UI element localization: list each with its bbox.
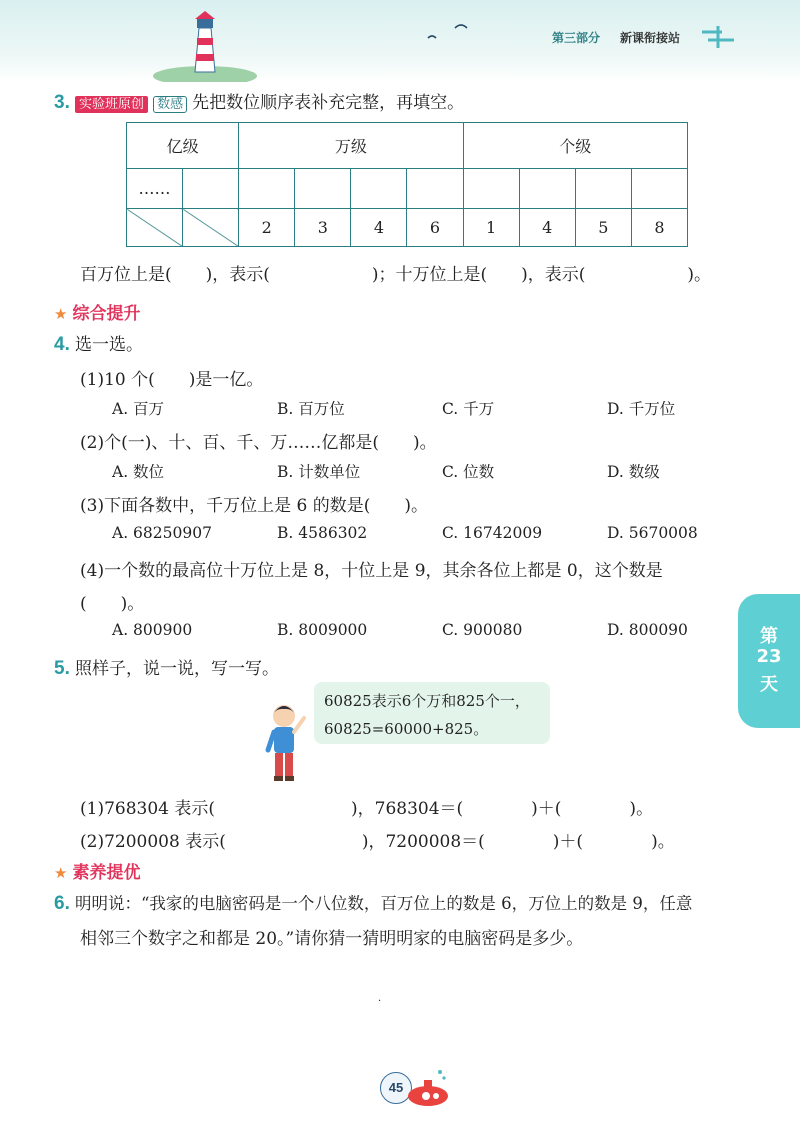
q4-item2-option-a[interactable]: A. 数位 — [112, 463, 165, 481]
digit-cell: 5 — [575, 209, 631, 247]
q4-item4-stem-cont: ( )。 — [80, 594, 145, 614]
q4-item4-option-d[interactable]: D. 800090 — [607, 621, 688, 639]
day-tab-line2: 23 — [756, 646, 782, 667]
q4-item1-stem: (1)10 个( )是一亿。 — [80, 370, 264, 390]
digit-cell: 6 — [407, 209, 463, 247]
day-tab — [738, 594, 800, 728]
day-tab-line3: 天 — [760, 674, 778, 695]
submarine-icon — [400, 1064, 452, 1114]
q4-item2-option-c[interactable]: C. 位数 — [442, 463, 495, 481]
section-title: 素养提优 — [72, 863, 141, 883]
q4-item2-option-d[interactable]: D. 数级 — [607, 463, 660, 481]
header-logo-icon — [698, 22, 738, 50]
q5-number: 5. — [54, 658, 70, 679]
level-wan: 万级 — [239, 123, 463, 169]
q4-item2-option-b[interactable]: B. 计数单位 — [277, 463, 361, 481]
q6-number: 6. — [54, 893, 70, 914]
blank-cell[interactable] — [239, 169, 295, 209]
q4-item3-option-b[interactable]: B. 4586302 — [277, 524, 368, 542]
q4-item1-option-b[interactable]: B. 百万位 — [277, 400, 345, 418]
place-value-table — [126, 122, 688, 247]
section-literacy — [54, 858, 141, 883]
digit-cell: 1 — [463, 209, 519, 247]
q4-number: 4. — [54, 334, 70, 355]
q4-item1-option-d[interactable]: D. 千万位 — [607, 400, 676, 418]
q4-item4-option-a[interactable]: A. 800900 — [112, 621, 193, 639]
q4-item2-stem: (2)个(一)、十、百、千、万……亿都是( )。 — [80, 433, 437, 453]
blank-cell[interactable] — [575, 169, 631, 209]
blank-cell[interactable] — [407, 169, 463, 209]
section-title: 综合提升 — [72, 304, 141, 324]
digit-cell: 4 — [351, 209, 407, 247]
q4-item3-stem: (3)下面各数中，千万位上是 6 的数是( )。 — [80, 496, 428, 516]
q6-line1: 明明说：“我家的电脑密码是一个八位数，百万位上的数是 6，万位上的数是 9，任意 — [74, 894, 693, 913]
header-part: 第三部分 — [552, 31, 601, 45]
blank-cell[interactable] — [295, 169, 351, 209]
q6-line — [54, 890, 692, 915]
q3-badge-original: 实验班原创 — [75, 96, 148, 113]
q4-item3-option-d[interactable]: D. 5670008 — [607, 524, 698, 542]
q5-item2: (2)7200008 表示( )，7200008＝( )＋( )。 — [80, 832, 675, 852]
seagull-icon — [425, 20, 475, 44]
q4-item1-option-a[interactable]: A. 百万 — [112, 400, 165, 418]
header-title: 新课衔接站 — [620, 31, 681, 45]
stray-dot: · — [378, 996, 382, 1007]
blank-cell[interactable] — [519, 169, 575, 209]
page-number: 45 — [380, 1072, 412, 1104]
q3-line — [54, 88, 464, 114]
digit-cell: 3 — [295, 209, 351, 247]
q4-item1-option-c[interactable]: C. 千万 — [442, 400, 495, 418]
q5-item1: (1)768304 表示( )，768304＝( )＋( )。 — [80, 799, 654, 819]
diagonal-cell — [183, 209, 239, 247]
ellipsis-cell: …… — [127, 169, 183, 209]
blank-cell[interactable] — [183, 169, 239, 209]
q4-item4-option-b[interactable]: B. 8009000 — [277, 621, 368, 639]
example-speech-bubble — [314, 682, 550, 744]
star-icon: ★ — [54, 305, 68, 323]
q5-line — [54, 654, 279, 680]
q3-text: 先把数位顺序表补充完整，再填空。 — [192, 93, 465, 113]
lighthouse-illustration — [150, 10, 260, 82]
digit-cell: 4 — [519, 209, 575, 247]
blank-cell[interactable] — [351, 169, 407, 209]
q6-line2: 相邻三个数字之和都是 20。”请你猜一猜明明家的电脑密码是多少。 — [80, 929, 584, 949]
blank-cell[interactable] — [631, 169, 687, 209]
q4-item4-option-c[interactable]: C. 900080 — [442, 621, 523, 639]
digit-cell: 8 — [631, 209, 687, 247]
star-icon: ★ — [54, 864, 68, 882]
q4-item4-stem: (4)一个数的最高位十万位上是 8，十位上是 9，其余各位上都是 0，这个数是 — [80, 561, 663, 581]
blank-cell[interactable] — [463, 169, 519, 209]
level-yi: 亿级 — [127, 123, 239, 169]
q4-line — [54, 330, 143, 356]
q3-number: 3. — [54, 92, 70, 113]
example-line2: 60825=60000+825。 — [324, 720, 489, 738]
day-tab-line1: 第 — [760, 626, 778, 647]
level-ge: 个级 — [463, 123, 687, 169]
example-line1: 60825表示6个万和825个一， — [324, 692, 530, 710]
q3-badge-sense: 数感 — [153, 96, 187, 113]
q3-fill-line: 百万位上是( )，表示( )；十万位上是( )，表示( )。 — [80, 265, 712, 285]
q4-item3-option-a[interactable]: A. 68250907 — [112, 524, 212, 542]
section-comprehensive — [54, 299, 141, 324]
q5-text: 照样子，说一说，写一写。 — [74, 659, 279, 679]
diagonal-cell — [127, 209, 183, 247]
q4-text: 选一选。 — [74, 335, 143, 355]
boy-illustration — [262, 700, 312, 784]
digit-cell: 2 — [239, 209, 295, 247]
q4-item3-option-c[interactable]: C. 16742009 — [442, 524, 543, 542]
